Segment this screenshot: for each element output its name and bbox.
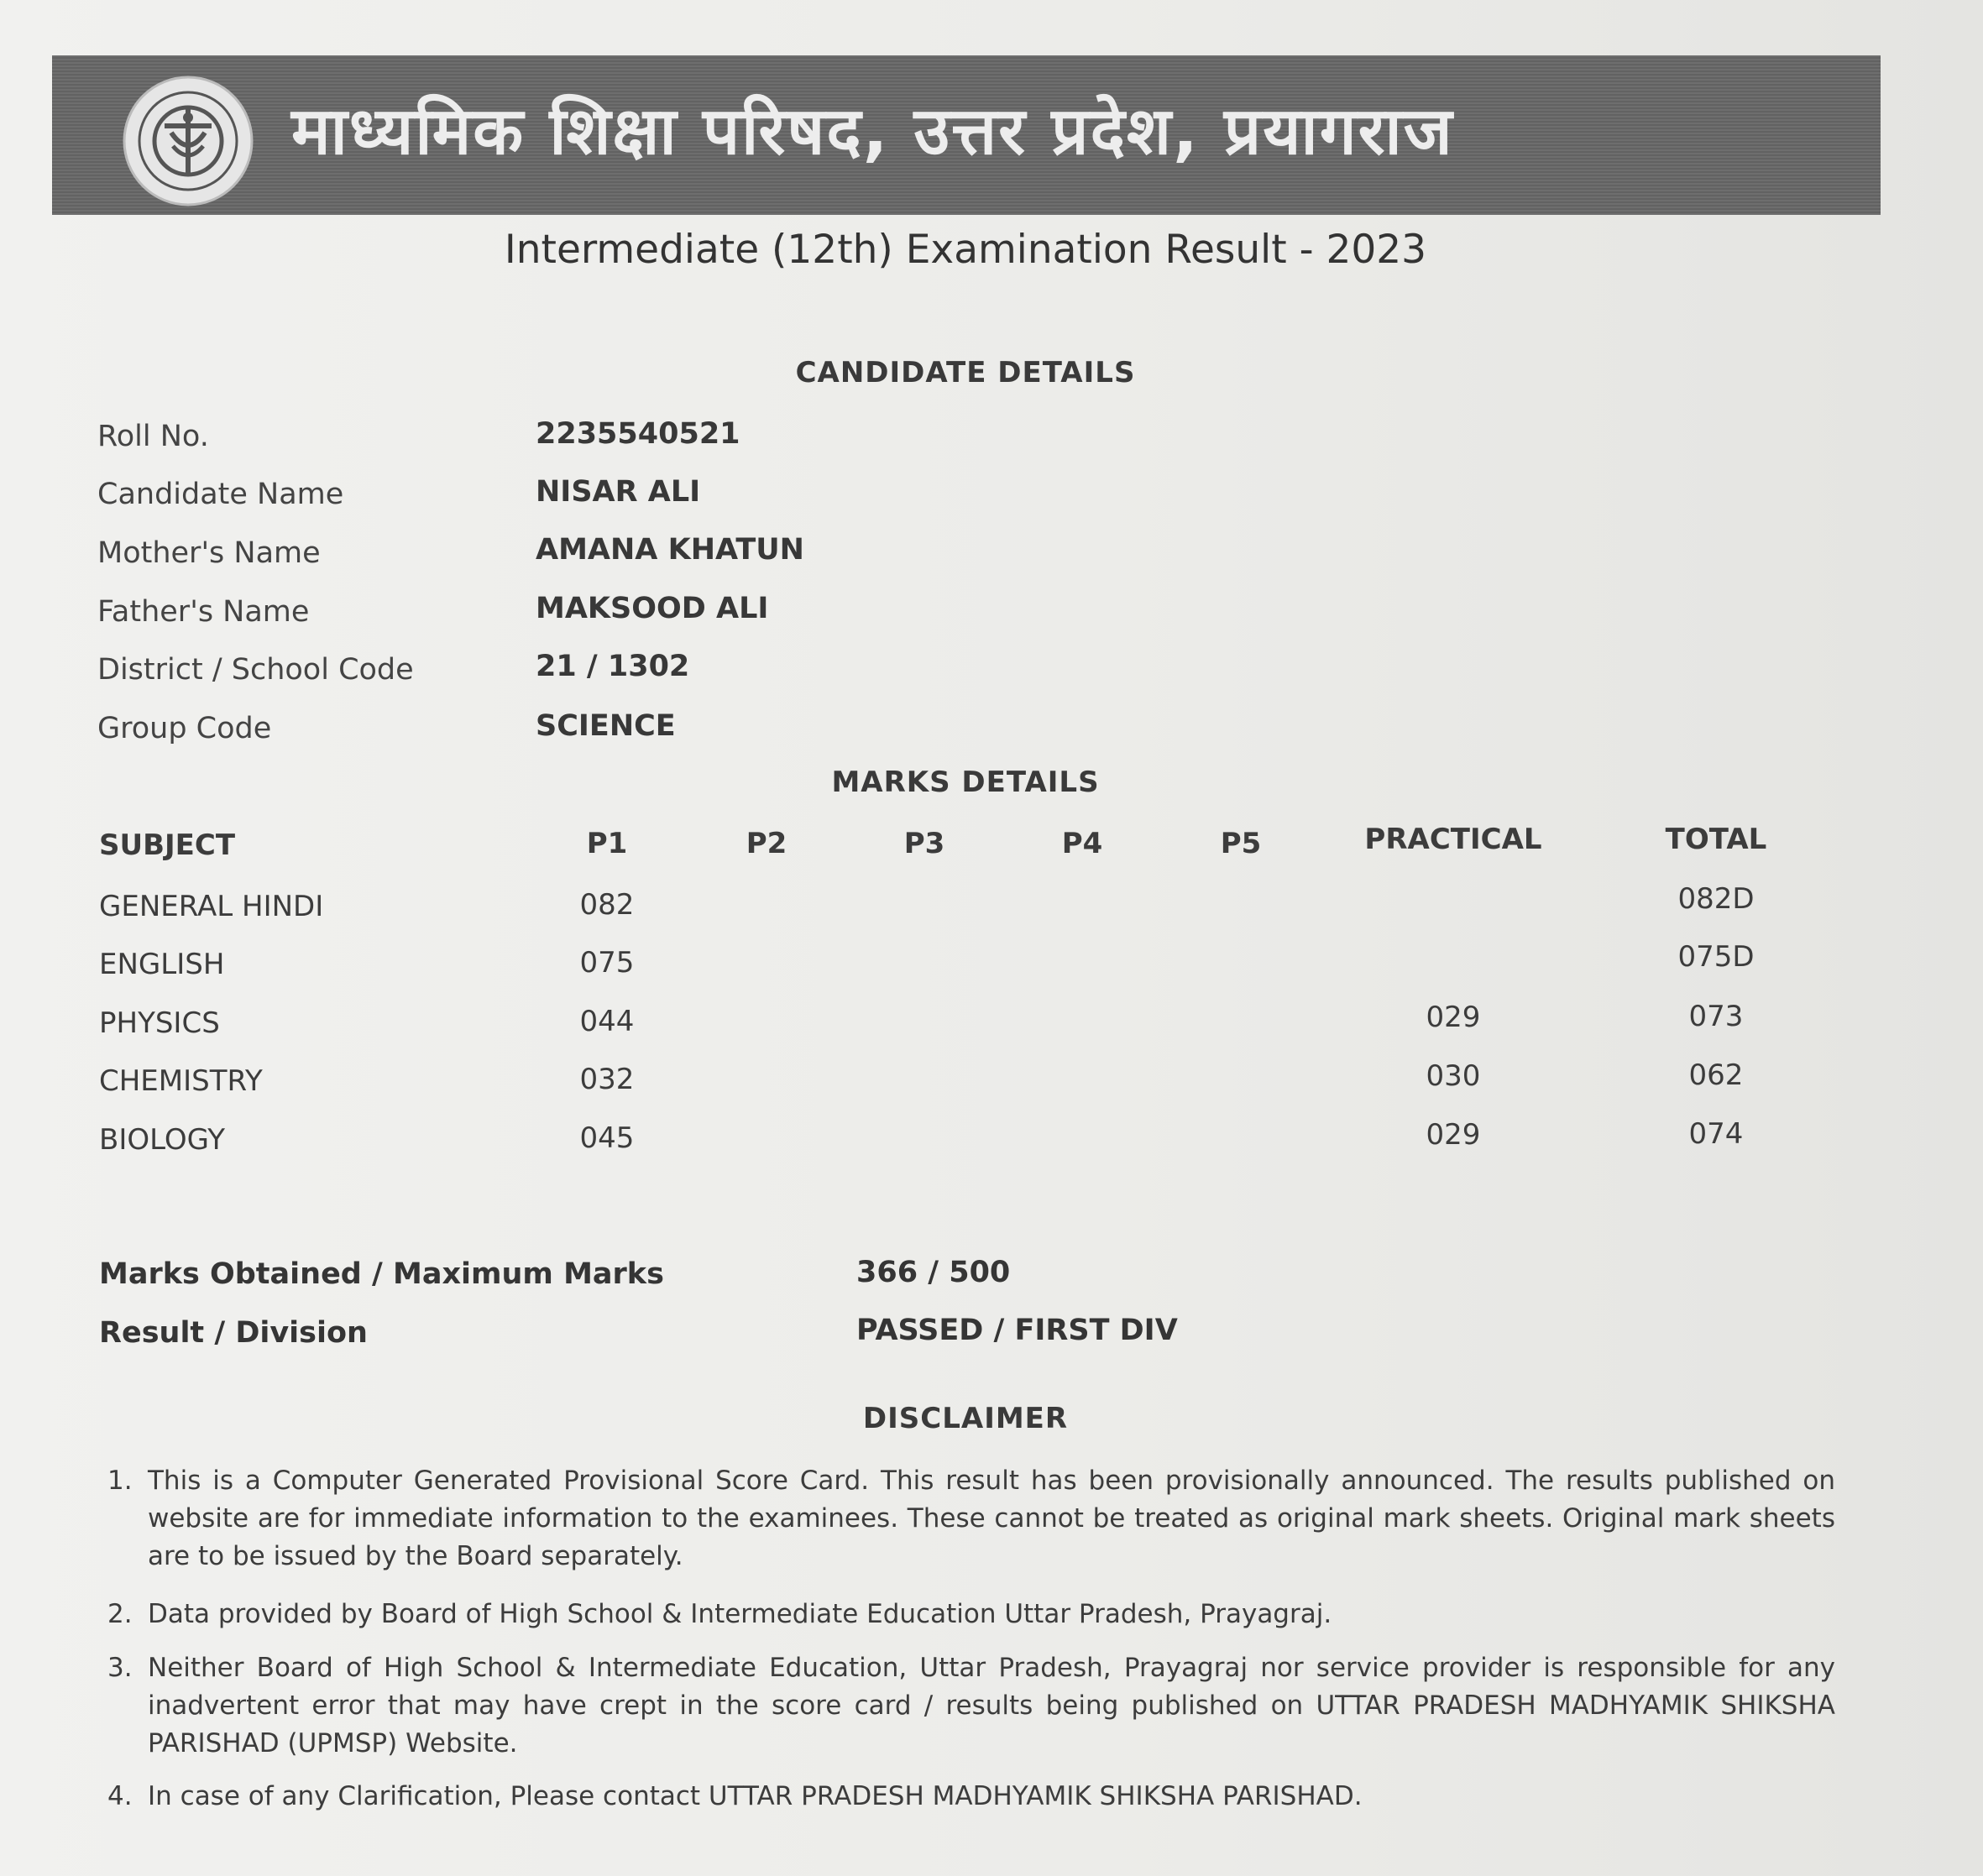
practical-cell: 029 (1426, 1001, 1481, 1034)
col-header-p3: P3 (903, 827, 945, 860)
disclaimer-text: Data provided by Board of High School & Intermediate Education Uttar Pradesh, Prayagraj. (148, 1599, 1332, 1629)
practical-cell: 030 (1426, 1059, 1481, 1093)
subject-cell: ENGLISH (99, 948, 225, 981)
disclaimer-number: 2. (107, 1599, 133, 1629)
subject-cell: BIOLOGY (99, 1123, 226, 1157)
col-header-p4: P4 (1061, 827, 1103, 860)
practical-cell: 029 (1426, 1118, 1481, 1152)
header-banner (52, 55, 1881, 215)
disclaimer-number: 1. (107, 1466, 133, 1496)
disclaimer-number: 4. (107, 1781, 133, 1811)
marks-details-heading: MARKS DETAILS (831, 766, 1100, 799)
subject-cell: CHEMISTRY (99, 1064, 263, 1098)
subject-cell: GENERAL HINDI (99, 890, 324, 923)
col-header-p2: P2 (746, 827, 787, 860)
group-code-label: Group Code (97, 712, 272, 745)
candidate-name-label: Candidate Name (97, 478, 344, 511)
p1-cell: 075 (579, 946, 635, 980)
total-cell: 062 (1688, 1058, 1744, 1092)
roll-no-label: Roll No. (97, 420, 209, 453)
disclaimer-heading: DISCLAIMER (862, 1402, 1069, 1435)
roll-no-value: 2235540521 (536, 417, 740, 451)
disclaimer-item (107, 1649, 1835, 1763)
result-division-value: PASSED / FIRST DIV (856, 1314, 1178, 1347)
total-cell: 082D (1677, 882, 1755, 916)
marks-obtained-value: 366 / 500 (856, 1256, 1011, 1289)
mother-name-label: Mother's Name (97, 536, 321, 570)
disclaimer-item (107, 1596, 1835, 1633)
district-school-code-value: 21 / 1302 (536, 650, 690, 683)
disclaimer-item (107, 1462, 1835, 1576)
district-school-code-label: District / School Code (97, 653, 414, 687)
disclaimer-text: This is a Computer Generated Provisional Score Card. This result has been provisionally announced. The results published on website are for immediate information to the examinees. These cannot be treated as original mark sheets. Original mark sheets are to be issued by the Board separately. (148, 1466, 1835, 1571)
p1-cell: 082 (579, 888, 635, 922)
disclaimer-number: 3. (107, 1653, 133, 1683)
disclaimer-text: In case of any Clarification, Please contact UTTAR PRADESH MADHYAMIK SHIKSHA PARISHAD. (148, 1781, 1363, 1811)
father-name-label: Father's Name (97, 595, 310, 629)
col-header-total: TOTAL (1665, 823, 1767, 856)
col-header-subject: SUBJECT (99, 828, 236, 862)
result-division-label: Result / Division (99, 1316, 368, 1350)
board-title-hindi: माध्यमिक शिक्षा परिषद, उत्तर प्रदेश, प्रयागराज (291, 94, 1454, 170)
col-header-p5: P5 (1220, 827, 1262, 860)
col-header-p1: P1 (586, 827, 628, 860)
group-code-value: SCIENCE (536, 709, 676, 743)
total-cell: 075D (1677, 940, 1755, 974)
mother-name-value: AMANA KHATUN (536, 533, 804, 567)
p1-cell: 045 (579, 1121, 635, 1155)
p1-cell: 032 (579, 1063, 635, 1096)
marks-obtained-label: Marks Obtained / Maximum Marks (99, 1257, 664, 1291)
candidate-name-value: NISAR ALI (536, 475, 701, 509)
p1-cell: 044 (579, 1005, 635, 1038)
total-cell: 074 (1688, 1117, 1744, 1151)
disclaimer-text: Neither Board of High School & Intermediate Education, Uttar Pradesh, Prayagraj nor service provider is responsible for any inadvertent error that may have crept in the score card / results being published on UTTAR PRADESH MADHYAMIK SHIKSHA PARISHAD (UPMSP) Website. (148, 1653, 1835, 1758)
subject-cell: PHYSICS (99, 1006, 220, 1040)
total-cell: 073 (1688, 1000, 1744, 1033)
disclaimer-item (107, 1778, 1835, 1816)
father-name-value: MAKSOOD ALI (536, 592, 769, 625)
exam-title: Intermediate (12th) Examination Result - 2023 (504, 227, 1427, 273)
candidate-details-heading: CANDIDATE DETAILS (795, 356, 1136, 389)
col-header-practical: PRACTICAL (1364, 823, 1542, 856)
upmsp-emblem-icon (121, 74, 255, 208)
